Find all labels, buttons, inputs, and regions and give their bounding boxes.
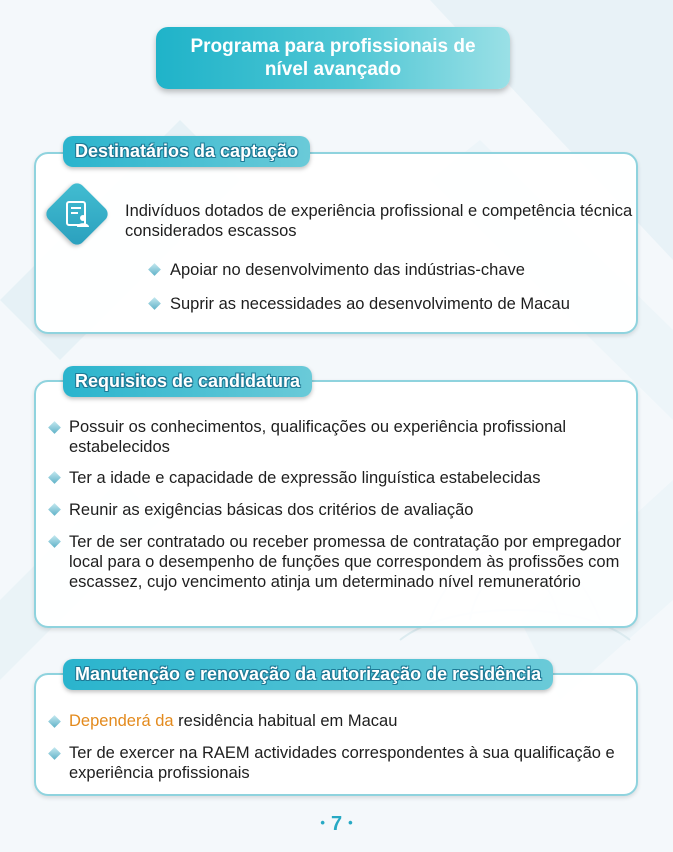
section-heading: Manutenção e renovação da autorização de residência (63, 659, 553, 690)
page-number: • 7 • (320, 813, 353, 835)
bullet-diamond-icon (48, 747, 61, 760)
bullet-text: Possuir os conhecimentos, qualificações ou experiência profissional estabelecidos (69, 418, 567, 456)
highlight-text: Dependerá da (69, 712, 174, 730)
bullet-diamond-icon (48, 715, 61, 728)
section-heading: Requisitos de candidatura (63, 366, 312, 397)
bullet-text: Apoiar no desenvolvimento das indústrias-chave (170, 261, 525, 279)
bullet-text: Suprir as necessidades ao desenvolvimento de Macau (170, 295, 570, 313)
bullet-diamond-icon (148, 297, 161, 310)
section-card-recruitment-targets (34, 152, 638, 334)
bullet-text: Ter a idade e capacidade de expressão linguística estabelecidas (69, 469, 541, 487)
bullet-diamond-icon (48, 503, 61, 516)
section-card-residence-renewal (34, 673, 638, 796)
bullet-text (69, 711, 629, 731)
bullet-text: Reunir as exigências básicas dos critérios de avaliação (69, 501, 474, 519)
page-title: Programa para profissionais de nível avançado (156, 27, 510, 89)
section-heading: Destinatários da captação (63, 136, 310, 167)
bullet-text: Ter de exercer na RAEM actividades correspondentes à sua qualificação e experiência profissionais (69, 744, 615, 782)
bullet-diamond-icon (148, 263, 161, 276)
section-card-application-requirements (34, 380, 638, 628)
bullet-diamond-icon (48, 421, 61, 434)
bullet-text-rest: residência habitual em Macau (173, 712, 398, 730)
section-intro-text: Indivíduos dotados de experiência profissional e competência técnica considerados escassos (125, 202, 633, 240)
bullet-diamond-icon (48, 471, 61, 484)
bullet-text: Ter de ser contratado ou receber promessa de contratação por empregador local para o desempenho de funções que correspondem às profissões com escassez, cujo vencimento atinja um determinado nível remuneratório (69, 533, 622, 591)
bullet-diamond-icon (48, 535, 61, 548)
